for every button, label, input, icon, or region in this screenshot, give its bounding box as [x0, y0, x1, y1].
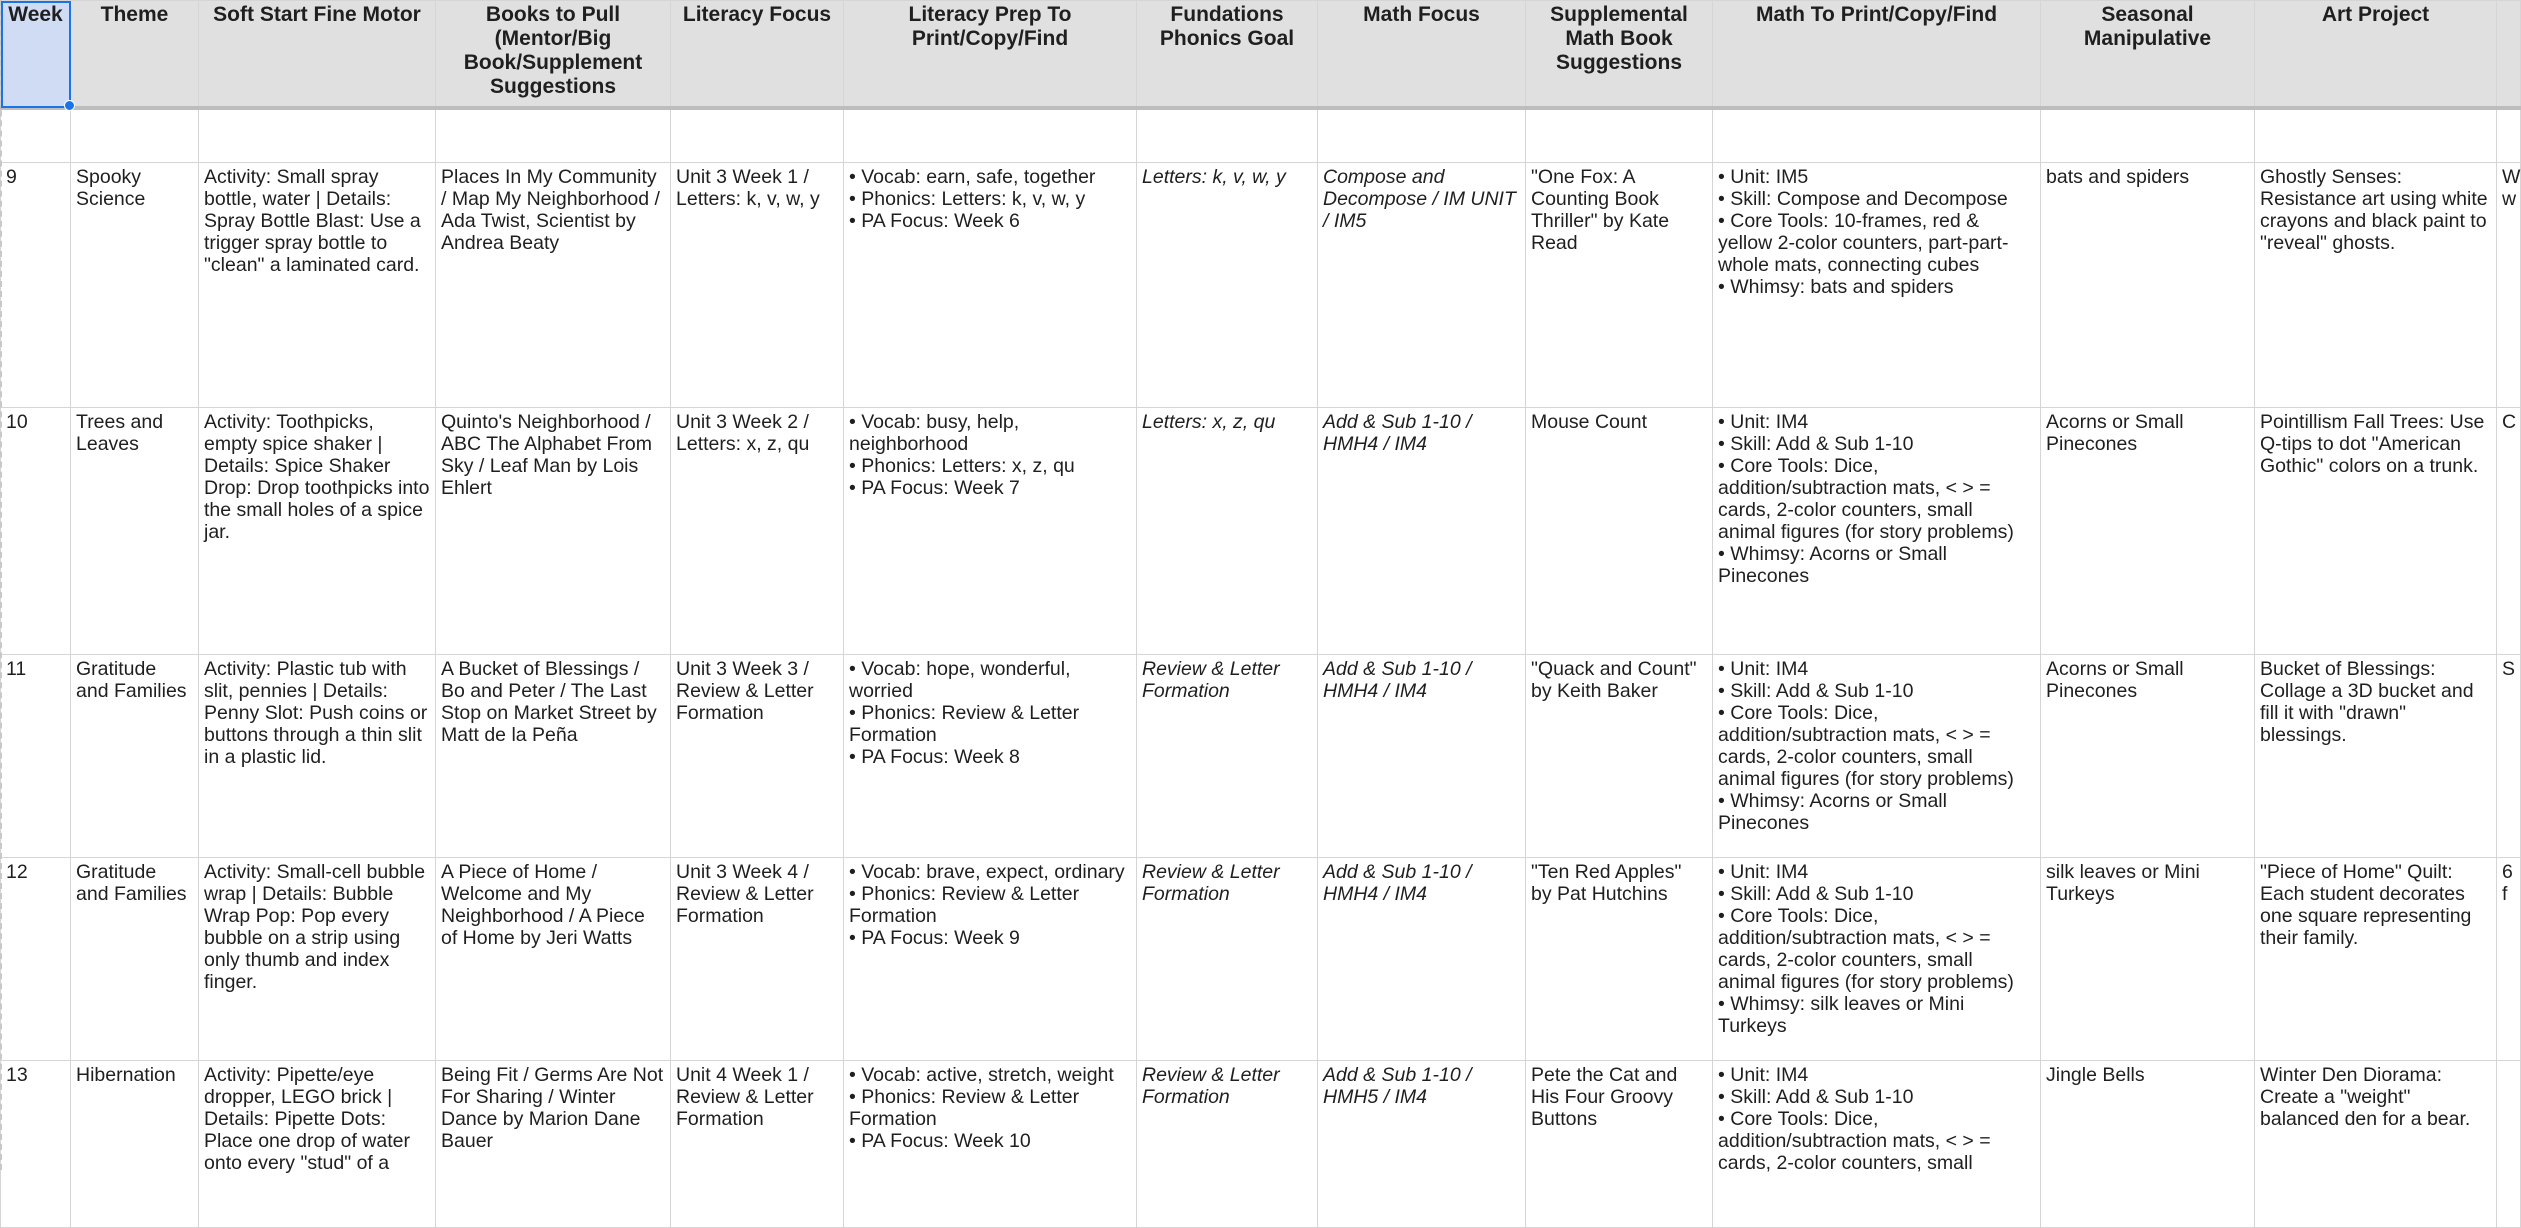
cell-fundations[interactable]: Review & Letter Formation: [1137, 1061, 1318, 1228]
selection-fill-handle[interactable]: [64, 100, 75, 111]
cell-math-books[interactable]: "One Fox: A Counting Book Thriller" by Kate Read: [1526, 163, 1713, 408]
cell-books[interactable]: Places In My Community / Map My Neighborhood / Ada Twist, Scientist by Andrea Beaty: [436, 163, 671, 408]
cell-seasonal[interactable]: Jingle Bells: [2041, 1061, 2255, 1228]
cell-math-books[interactable]: Pete the Cat and His Four Groovy Buttons: [1526, 1061, 1713, 1228]
bullet-item: • Vocab: brave, expect, ordinary: [849, 861, 1131, 883]
cell-week[interactable]: 11: [1, 655, 71, 858]
cell-books[interactable]: Being Fit / Germs Are Not For Sharing / Winter Dance by Marion Dane Bauer: [436, 1061, 671, 1228]
cell[interactable]: [71, 108, 199, 163]
cell-literacy-focus[interactable]: Unit 3 Week 2 / Letters: x, z, qu: [671, 408, 844, 655]
bullet-item: • Whimsy: Acorns or Small Pinecones: [1718, 790, 2035, 834]
bullet-item: • PA Focus: Week 7: [849, 477, 1131, 499]
bullet-item: • Skill: Add & Sub 1-10: [1718, 433, 2035, 455]
bullet-item: • Unit: IM4: [1718, 1064, 2035, 1086]
header-cell-theme[interactable]: Theme: [71, 1, 199, 109]
cell-week[interactable]: 10: [1, 408, 71, 655]
bullet-item: • Vocab: earn, safe, together: [849, 166, 1131, 188]
cell[interactable]: [2255, 108, 2497, 163]
cell-soft-start[interactable]: Activity: Pipette/eye dropper, LEGO brick | Details: Pipette Dots: Place one drop of water onto every "stud" of a: [199, 1061, 436, 1228]
cell-fundations[interactable]: Review & Letter Formation: [1137, 655, 1318, 858]
bullet-item: • Unit: IM4: [1718, 861, 2035, 883]
cell-theme[interactable]: Gratitude and Families: [71, 655, 199, 858]
header-cell-overflow[interactable]: [2497, 1, 2521, 109]
bullet-item: • Vocab: hope, wonderful, worried: [849, 658, 1131, 702]
cell[interactable]: [1318, 108, 1526, 163]
cell-math-focus[interactable]: Add & Sub 1-10 / HMH4 / IM4: [1318, 655, 1526, 858]
cell-literacy-focus[interactable]: Unit 3 Week 1 / Letters: k, v, w, y: [671, 163, 844, 408]
bullet-item: • Phonics: Review & Letter Formation: [849, 883, 1131, 927]
cell-literacy-prep[interactable]: [844, 408, 1137, 655]
cell[interactable]: [2041, 108, 2255, 163]
bullet-item: • Core Tools: Dice, addition/subtraction mats, < > = cards, 2-color counters, small animal figures (for story problems): [1718, 905, 2035, 993]
cell-overflow[interactable]: 6 f: [2497, 858, 2521, 1061]
cell-math-books[interactable]: Mouse Count: [1526, 408, 1713, 655]
cell[interactable]: [1, 108, 71, 163]
bullet-item: • Unit: IM5: [1718, 166, 2035, 188]
cell-seasonal[interactable]: Acorns or Small Pinecones: [2041, 408, 2255, 655]
bullet-item: • PA Focus: Week 6: [849, 210, 1131, 232]
cell-soft-start[interactable]: Activity: Small spray bottle, water | Details: Spray Bottle Blast: Use a trigger spray bottle to "clean" a laminated card.: [199, 163, 436, 408]
bullet-item: • Whimsy: bats and spiders: [1718, 276, 2035, 298]
cell-math-print[interactable]: [1713, 655, 2041, 858]
header-cell-art[interactable]: Art Project: [2255, 1, 2497, 109]
bullet-item: • Skill: Compose and Decompose: [1718, 188, 2035, 210]
cell-week[interactable]: 13: [1, 1061, 71, 1228]
header-row: [1, 1, 2521, 109]
cell[interactable]: [1713, 108, 2041, 163]
cell-theme[interactable]: Spooky Science: [71, 163, 199, 408]
header-cell-fundations[interactable]: Fundations Phonics Goal: [1137, 1, 1318, 109]
bullet-item: • Vocab: active, stretch, weight: [849, 1064, 1131, 1086]
cell-literacy-prep[interactable]: [844, 858, 1137, 1061]
bullet-item: • Unit: IM4: [1718, 411, 2035, 433]
table-row: [1, 858, 2521, 1061]
bullet-list: [849, 658, 1131, 768]
header-cell-books[interactable]: Books to Pull (Mentor/Big Book/Supplement Suggestions: [436, 1, 671, 109]
table-row: [1, 655, 2521, 858]
header-cell-literacy-focus[interactable]: Literacy Focus: [671, 1, 844, 109]
header-cell-soft-start[interactable]: Soft Start Fine Motor: [199, 1, 436, 109]
cell-seasonal[interactable]: bats and spiders: [2041, 163, 2255, 408]
cell-books[interactable]: Quinto's Neighborhood / ABC The Alphabet From Sky / Leaf Man by Lois Ehlert: [436, 408, 671, 655]
cell[interactable]: [436, 108, 671, 163]
bullet-item: • Skill: Add & Sub 1-10: [1718, 883, 2035, 905]
cell[interactable]: [2497, 108, 2521, 163]
cell-books[interactable]: A Piece of Home / Welcome and My Neighborhood / A Piece of Home by Jeri Watts: [436, 858, 671, 1061]
cell-art[interactable]: Bucket of Blessings: Collage a 3D bucket and fill it with "drawn" blessings.: [2255, 655, 2497, 858]
cell-literacy-focus[interactable]: Unit 4 Week 1 / Review & Letter Formation: [671, 1061, 844, 1228]
cell[interactable]: [1137, 108, 1318, 163]
header-cell-math-focus[interactable]: Math Focus: [1318, 1, 1526, 109]
cell-soft-start[interactable]: Activity: Plastic tub with slit, pennies | Details: Penny Slot: Push coins or buttons through a thin slit in a plastic lid.: [199, 655, 436, 858]
cell-seasonal[interactable]: silk leaves or Mini Turkeys: [2041, 858, 2255, 1061]
header-cell-week[interactable]: [1, 1, 71, 109]
cell-theme[interactable]: Gratitude and Families: [71, 858, 199, 1061]
bullet-item: • PA Focus: Week 10: [849, 1130, 1131, 1152]
cell-week[interactable]: 9: [1, 163, 71, 408]
cell-math-focus[interactable]: Add & Sub 1-10 / HMH4 / IM4: [1318, 408, 1526, 655]
bullet-item: • Core Tools: Dice, addition/subtraction mats, < > = cards, 2-color counters, small animal figures (for story problems): [1718, 455, 2035, 543]
table-row: [1, 1061, 2521, 1228]
bullet-item: • Vocab: busy, help, neighborhood: [849, 411, 1131, 455]
bullet-list: [1718, 411, 2035, 587]
cell-fundations[interactable]: Letters: x, z, qu: [1137, 408, 1318, 655]
bullet-list: [1718, 658, 2035, 834]
cell-art[interactable]: Pointillism Fall Trees: Use Q-tips to dot "American Gothic" colors on a trunk.: [2255, 408, 2497, 655]
cell-books[interactable]: A Bucket of Blessings / Bo and Peter / The Last Stop on Market Street by Matt de la Peña: [436, 655, 671, 858]
cell-seasonal[interactable]: Acorns or Small Pinecones: [2041, 655, 2255, 858]
cell-fundations[interactable]: Review & Letter Formation: [1137, 858, 1318, 1061]
bullet-item: • PA Focus: Week 9: [849, 927, 1131, 949]
bullet-item: • Core Tools: Dice, addition/subtraction mats, < > = cards, 2-color counters, small: [1718, 1108, 2035, 1174]
cell-math-focus[interactable]: Add & Sub 1-10 / HMH5 / IM4: [1318, 1061, 1526, 1228]
bullet-list: [1718, 1064, 2035, 1174]
bullet-item: • Whimsy: Acorns or Small Pinecones: [1718, 543, 2035, 587]
cell-soft-start[interactable]: Activity: Toothpicks, empty spice shaker | Details: Spice Shaker Drop: Drop toothpicks into the small holes of a spice jar.: [199, 408, 436, 655]
cell-art[interactable]: Ghostly Senses: Resistance art using white crayons and black paint to "reveal" ghosts.: [2255, 163, 2497, 408]
cell-art[interactable]: "Piece of Home" Quilt: Each student decorates one square representing their family.: [2255, 858, 2497, 1061]
bullet-item: • Core Tools: Dice, addition/subtraction mats, < > = cards, 2-color counters, small animal figures (for story problems): [1718, 702, 2035, 790]
bullet-item: • Unit: IM4: [1718, 658, 2035, 680]
header-cell-math-books[interactable]: Supplemental Math Book Suggestions: [1526, 1, 1713, 109]
bullet-item: • Phonics: Letters: x, z, qu: [849, 455, 1131, 477]
cell-overflow[interactable]: C: [2497, 408, 2521, 655]
bullet-item: • Skill: Add & Sub 1-10: [1718, 1086, 2035, 1108]
bullet-item: • Skill: Add & Sub 1-10: [1718, 680, 2035, 702]
bullet-list: [1718, 861, 2035, 1037]
cell-overflow[interactable]: S: [2497, 655, 2521, 858]
header-label: Week: [8, 3, 63, 26]
cell-math-focus[interactable]: Compose and Decompose / IM UNIT / IM5: [1318, 163, 1526, 408]
bullet-list: [849, 1064, 1131, 1152]
bullet-item: • Whimsy: silk leaves or Mini Turkeys: [1718, 993, 2035, 1037]
cell-overflow[interactable]: W w: [2497, 163, 2521, 408]
cell[interactable]: [844, 108, 1137, 163]
bullet-list: [849, 411, 1131, 499]
table-row: [1, 163, 2521, 408]
cell-theme[interactable]: Hibernation: [71, 1061, 199, 1228]
cell-math-books[interactable]: "Quack and Count" by Keith Baker: [1526, 655, 1713, 858]
cell-math-print[interactable]: [1713, 858, 2041, 1061]
cell-math-print[interactable]: [1713, 1061, 2041, 1228]
header-cell-seasonal[interactable]: Seasonal Manipulative: [2041, 1, 2255, 109]
cell-fundations[interactable]: Letters: k, v, w, y: [1137, 163, 1318, 408]
cell-literacy-prep[interactable]: [844, 163, 1137, 408]
cell-theme[interactable]: Trees and Leaves: [71, 408, 199, 655]
bullet-list: [849, 166, 1131, 232]
bullet-item: • Core Tools: 10-frames, red & yellow 2-color counters, part-part-whole mats, connecting cubes: [1718, 210, 2035, 276]
cell-math-focus[interactable]: Add & Sub 1-10 / HMH4 / IM4: [1318, 858, 1526, 1061]
cell[interactable]: [671, 108, 844, 163]
bullet-item: • Phonics: Review & Letter Formation: [849, 702, 1131, 746]
cell-week[interactable]: 12: [1, 858, 71, 1061]
bullet-list: [849, 861, 1131, 949]
empty-row: [1, 108, 2521, 163]
cell-math-print[interactable]: [1713, 163, 2041, 408]
cell-art[interactable]: Winter Den Diorama: Create a "weight" balanced den for a bear.: [2255, 1061, 2497, 1228]
cell-math-print[interactable]: [1713, 408, 2041, 655]
sheet-left-edge: [0, 0, 3, 1170]
cell-literacy-prep[interactable]: [844, 1061, 1137, 1228]
cell-literacy-focus[interactable]: Unit 3 Week 3 / Review & Letter Formation: [671, 655, 844, 858]
cell-literacy-focus[interactable]: Unit 3 Week 4 / Review & Letter Formation: [671, 858, 844, 1061]
bullet-item: • PA Focus: Week 8: [849, 746, 1131, 768]
bullet-item: • Phonics: Review & Letter Formation: [849, 1086, 1131, 1130]
cell-literacy-prep[interactable]: [844, 655, 1137, 858]
bullet-item: • Phonics: Letters: k, v, w, y: [849, 188, 1131, 210]
table-row: [1, 408, 2521, 655]
cell[interactable]: [199, 108, 436, 163]
cell-soft-start[interactable]: Activity: Small-cell bubble wrap | Details: Bubble Wrap Pop: Pop every bubble on a strip using only thumb and index finger.: [199, 858, 436, 1061]
cell-math-books[interactable]: "Ten Red Apples" by Pat Hutchins: [1526, 858, 1713, 1061]
cell-overflow[interactable]: [2497, 1061, 2521, 1228]
header-cell-literacy-prep[interactable]: Literacy Prep To Print/Copy/Find: [844, 1, 1137, 109]
cell[interactable]: [1526, 108, 1713, 163]
bullet-list: [1718, 166, 2035, 298]
header-cell-math-print[interactable]: Math To Print/Copy/Find: [1713, 1, 2041, 109]
